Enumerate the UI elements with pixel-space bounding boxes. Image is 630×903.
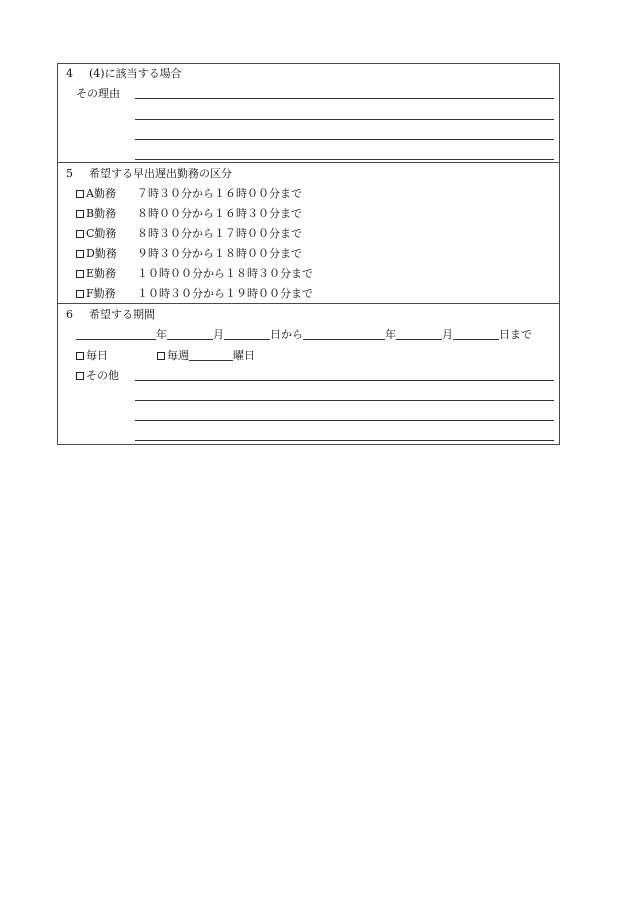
weekday-label: 曜日: [233, 349, 255, 362]
shift-option-e[interactable]: [76, 267, 116, 281]
shift-d-time: ９時３０分から１８時００分まで: [137, 247, 302, 260]
shift-f-label: F勤務: [86, 287, 116, 300]
other-line-1[interactable]: [135, 380, 554, 381]
shift-b-checkbox[interactable]: [76, 210, 84, 218]
shift-e-checkbox[interactable]: [76, 270, 84, 278]
shift-option-d[interactable]: [76, 247, 117, 261]
section-4: [58, 64, 559, 162]
section-5-title: 希望する早出遅出勤務の区分: [89, 167, 232, 180]
shift-e-label: E勤務: [86, 267, 117, 280]
shift-option-b[interactable]: [76, 207, 116, 221]
section-4-title: (4)に該当する場合: [89, 67, 182, 80]
shift-d-label: D勤務: [86, 247, 117, 260]
shift-b-time: ８時００分から１６時３０分まで: [137, 207, 302, 220]
start-day-unit: 日から: [270, 328, 303, 341]
reason-line-2[interactable]: [135, 119, 554, 120]
reason-line-4[interactable]: [135, 159, 554, 160]
section-5: [58, 162, 559, 303]
other-line-4[interactable]: [135, 440, 554, 441]
other-label: その他: [86, 369, 119, 382]
start-day-blank[interactable]: [224, 328, 270, 340]
shift-option-f[interactable]: [76, 287, 116, 301]
other-option[interactable]: [76, 369, 119, 383]
period-row: [76, 328, 532, 342]
shift-a-time: ７時３０分から１６時００分まで: [137, 187, 302, 200]
every-week-checkbox[interactable]: [157, 352, 165, 360]
shift-f-time: １０時３０分から１９時００分まで: [137, 287, 313, 300]
section-6: [58, 303, 559, 444]
end-year-unit: 年: [385, 328, 396, 341]
reason-label: その理由: [76, 87, 120, 100]
shift-f-checkbox[interactable]: [76, 290, 84, 298]
shift-e-time: １０時００分から１８時３０分まで: [137, 267, 313, 280]
end-day-unit: 日まで: [499, 328, 532, 341]
section-4-number: 4: [66, 67, 73, 80]
end-month-blank[interactable]: [396, 328, 442, 340]
start-year-unit: 年: [156, 328, 167, 341]
other-line-3[interactable]: [135, 420, 554, 421]
shift-option-a[interactable]: [76, 187, 116, 201]
start-month-unit: 月: [213, 328, 224, 341]
section-5-number: 5: [66, 167, 73, 180]
shift-option-c[interactable]: [76, 227, 116, 241]
end-year-blank[interactable]: [303, 328, 385, 340]
other-checkbox[interactable]: [76, 372, 84, 380]
every-day-option[interactable]: [76, 349, 108, 363]
section-6-title: 希望する期間: [89, 308, 155, 321]
weekday-blank[interactable]: [189, 349, 233, 361]
shift-c-checkbox[interactable]: [76, 230, 84, 238]
end-day-blank[interactable]: [453, 328, 499, 340]
shift-c-time: ８時３０分から１７時００分まで: [137, 227, 302, 240]
every-week-label: 毎週: [167, 349, 189, 362]
start-year-blank[interactable]: [76, 328, 156, 340]
shift-c-label: C勤務: [86, 227, 117, 240]
other-line-2[interactable]: [135, 400, 554, 401]
shift-a-checkbox[interactable]: [76, 190, 84, 198]
shift-d-checkbox[interactable]: [76, 250, 84, 258]
reason-line-1[interactable]: [135, 98, 554, 99]
early-late-shift-request-form: [57, 63, 560, 445]
shift-b-label: B勤務: [86, 207, 117, 220]
reason-line-3[interactable]: [135, 139, 554, 140]
every-day-checkbox[interactable]: [76, 352, 84, 360]
shift-a-label: A勤務: [86, 187, 116, 200]
end-month-unit: 月: [442, 328, 453, 341]
start-month-blank[interactable]: [167, 328, 213, 340]
every-week-option[interactable]: [157, 349, 255, 363]
every-day-label: 毎日: [86, 349, 108, 362]
section-6-number: 6: [66, 308, 73, 321]
